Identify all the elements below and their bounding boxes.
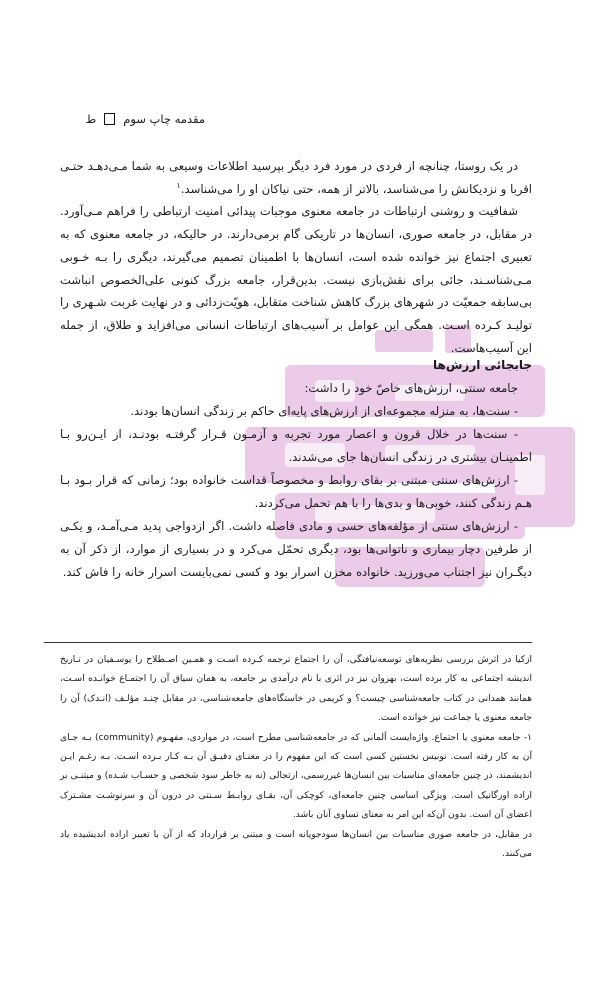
square-ornament-icon xyxy=(104,113,115,125)
header-title: مقدمه چاپ سوم xyxy=(123,112,205,126)
footnote-continued: ازکیا در اثرش بررسی نظریه‌های توسعه‌نیافتگی، آن را اجتماع ترجمه کـرده اسـت و همـین اصـطلاح را یوسـفیان در تـاریخ اندیشه اجتماعی به کار برده است، بهروان نیز در اثری با نام درآمدی بر جامعه، به همان سیاق آن را اجتمـاع خوانـده اسـت، همانند همدانی در کتاب جامعه‌شناسی چیست؟ و کریمی در خاستگاه‌های جامعه‌شناسی، در مقابل چنـد مؤلـف (انـدک) آن را جامعه معنوی یا جماعت نیز خوانده است. xyxy=(60,655,532,724)
values-section xyxy=(60,354,532,584)
page-number-letter: ط xyxy=(85,112,97,126)
footnote-ref-1: ۱ xyxy=(176,180,181,190)
paragraph-2: شفافیت و روشنی ارتباطات در جامعه معنوی موجبات پیدائی امنیت ارتباطی را فراهم مـی‌آورد. در مقابل، در جامعه صوری، انسان‌ها در تاریکی گام برمی‌دارند. در حالیکه، در جامعه معنوی که به تعبیری اجتماع نیز خوانده شده است، انسان‌ها با اطمینان تصمیم می‌گیرند، دیگری را بـه خـوبی مـی‌شناسـند، جائی برای نقش‌بازی نیست. بدین‌قرار، جامعه بزرگ کنونی علی‌الخصوص انباشت بی‌سابقه جمعیّت در شهرهای بزرگ کاهش شناخت متقابل، هویّت‌زدائی و در نهایت غربت شـهری را تولیـد کـرده اسـت. همگی این عوامل بر آسیب‌های ارتباطات انسانی می‌افزاید و طلاق، از جمله این آسیب‌هاست. xyxy=(60,204,532,355)
bullet-1: - سنت‌ها، به منزله مجموعه‌ای از ارزش‌های پایه‌ای حاکم بر زندگی انسان‌ها بودند. xyxy=(130,404,518,418)
paragraph-1-text: در یک روستا، چنانچه از فردی در مورد فرد دیگر بپرسید اطلاعات وسیعی به شما مـی‌دهـد حتـی اقربا و نزدیکانش را می‌شناسد، بالاتر از همه، حتی نیاکان او را می‌شناسد. xyxy=(60,159,532,196)
footnote-1-continued: در مقابل، در جامعه صوری مناسبات بین انسان‌ها سودجویانه است و مبتنی بر قرارداد که از آن با تعبیر اراده اندیشیده یاد می‌کنند. xyxy=(60,829,532,860)
running-header xyxy=(60,112,205,126)
bullet-2: - سنت‌ها در خلال قرون و اعصار مورد تجربه و آزمـون قـرار گرفتـه بودنـد، از ایـن‌رو بـا اطمینـان بیشتری در زندگی انسان‌ها جای می‌شدند. xyxy=(60,427,532,464)
footnote-divider xyxy=(44,642,532,643)
bullet-4: - ارزش‌های سنتی از مؤلفه‌های حسی و مادی فاصله داشت. اگر ازدواجی پدید مـی‌آمـد، و یکـی از طرفین دچار بیماری و ناتوانی‌ها بود، دیگری تحمّل می‌کرد و در بسیاری از موارد، از ذکر آن به دیگـران نیز اجتناب می‌ورزید. خانواده مخزن اسرار بود و کسی نمی‌بایست اسرار خانه را فاش کند. xyxy=(60,519,532,579)
footnote-1: ۱- جامعه معنوی یا اجتماع. واژه‌ایست آلمانی که در جامعه‌شناسی مطرح است، در مواردی، مفهـوم (community) بـه جـای آن به کار رفته است. تونیس نخستین کسی است که این مفهوم را در معنـای دقیـق آن بـه کـار بـرده اسـت. بـه رغـم ایـن اندیشمند، در چنین جامعه‌ای مناسبات بین انسان‌ها غیررسمی، ارتجالی (نه به خاطر سود شخصی و حسـاب شـده) و مبتنـی بر اراده اورگانیک است. ویژگی اساسی چنین جامعه‌ای، کوچکی آن، بقـای روابـط سـنتی در درون آن و سرنوشـت مشـترک اعضای آن است. بدون آن‌که این امر به معنای تساوی آنان باشد. xyxy=(60,732,533,821)
section-heading: جابجائی ارزش‌ها xyxy=(433,358,532,372)
section-intro: جامعه سنتی، ارزش‌های خاصّ خود را داشت: xyxy=(304,381,518,395)
bullet-3: - ارزش‌های سنتی مبتنی بر بقای روابط و مخصوصاً قداست خانواده بود؛ زمانی که قرار بـود بـا هـم زندگی کنند، خوبی‌ها و بدی‌ها را با هم تحمل می‌کردند. xyxy=(60,473,532,510)
paragraph-1 xyxy=(60,155,532,200)
main-body xyxy=(60,155,532,359)
footnotes xyxy=(60,651,532,864)
